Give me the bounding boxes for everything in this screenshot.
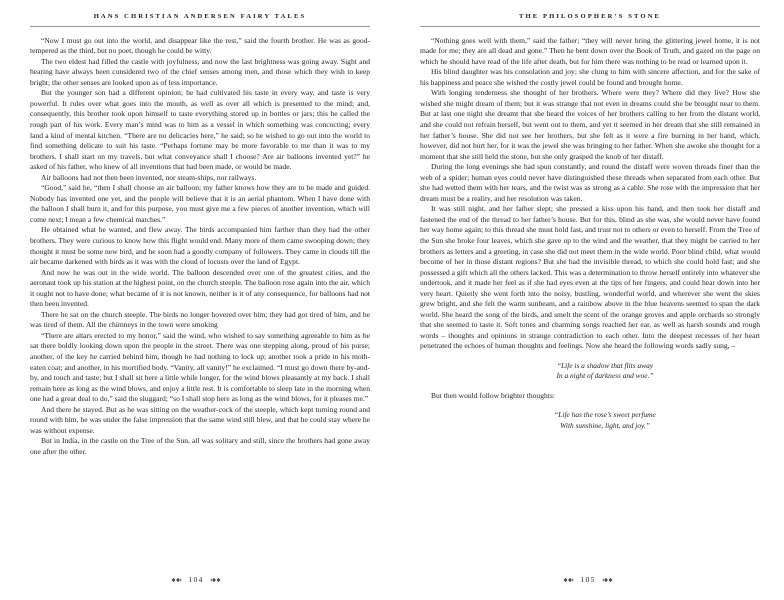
folio-left [0,575,392,584]
paragraph: With longing tenderness she thought of her brothers. Where were they? Where did they live? How she wished she might dream of them; but it was strange that not even in dreams could she be brought near to them. But at last one night she dreamt that she heard the voices of her brothers calling to her from the distant world, and she could not refrain herself, but went out to them, and yet it seemed in her dream that she still remained in her father’s house. She did not see her brothers, but she felt as it were a fire burning in her hand, which, however, did not hurt her, for it was the jewel she was bringing to her father. When she awoke she thought for a moment that she still held the stone, but she only grasped the knob of her distaff. [420,88,760,161]
page-number: 105 [580,575,596,584]
running-head-right: THE PHILOSOPHER’S STONE [519,13,661,20]
verse-block-one [420,361,760,382]
verse-line: “Life is a shadow that flits away [556,361,654,370]
body-text-left [30,36,370,458]
running-head-left: HANS CHRISTIAN ANDERSEN FAIRY TALES [93,13,307,20]
ornament-left-icon [171,577,182,583]
body-text-right [420,36,760,432]
lead-line: But then would follow brighter thoughts: [431,390,555,400]
paragraph: His blind daughter was his consolation and joy; she clung to him with sincere affection, and for the sake of his happiness and peace she wished the costly jewel could be found and brought home. [420,67,760,87]
paragraph: “Now I must go out into the world, and disappear like the rest,” said the fourth brother. He was as good-tempered as the third, but no poet, though he could be witty. [30,35,370,56]
folio-right [392,575,784,584]
page-right [392,0,784,600]
paragraph: He obtained what he wanted, and flew away. The birds accompanied him farther than they had the other brothers. They were curious to know how this flight would end. Many more of them came swooping down; they thought it must be some new bird, and he soon had a goodly company of followers. They came in clouds till the air became darkened with birds as it was with the cloud of locusts over the land of Egypt. [30,225,370,267]
header-rule-right [420,26,760,27]
paragraph: There he sat on the church steeple. The birds no longer hovered over him; they had got tired of him, and he was tired of them. All the chimneys in the town were smoking [30,309,370,330]
verse-line: In a night of darkness and woe.” [556,371,654,381]
ornament-right-icon [602,577,613,583]
page-number: 104 [188,575,204,584]
ornament-left-icon [563,577,574,583]
header-rule-left [30,26,370,27]
paragraph: But the younger son had a different opinion; he had cultivated his taste in every way, and taste is very powerful. It rules over what goes into the mouth, as well as over all which is presented to the mind; and, consequently, this brother took upon himself to taste everything stored up in bottles or jars; this he called the rough part of his work. Every man’s mind was to him as a vessel in which something was concocting; every land a kind of mental kitchen. “There are no delicacies here,” he said; so he wished to go out into the world to find something delicate to suit his taste. “Perhaps fortune may be more favorable to me than it was to my brothers. I shall start on my travels, but what conveyance shall I choose? Are air balloons invented yet?” he asked of his father, who knew of all inventions that had been made, or would be made. [30,88,370,172]
paragraph: “Nothing goes well with them,” said the father; “they will never bring the glittering jewel home, it is not made for me; they are all dead and gone.” Then he bent down over the Book of Truth, and gazed on the page on which he should have read of the life after death, but for him there was nothing to be read or learned upon it. [420,35,760,66]
paragraph: “Good,” said he, “then I shall choose an air balloon; my father knows how they are to be made and guided. Nobody has invented one yet, and the people will believe that it is an aerial phantom. When I have done with the balloon I shall burn it, and for this purpose, you must give me a few pieces of another invention, which will come next; I mean a few chemical matches.” [30,183,370,224]
verse-block-two [420,410,760,431]
paragraph: “There are altars erected to my honor,” said the wind, who wished to say something agreeable to him as he sat there boldly looking down upon the people in the street. There was one stepping along, proud of his purse; another, of the key he carried behind him, though he had nothing to lock up; another took a pride in his moth-eaten coat; and another, in his mortified body. “Vanity, all vanity!” he exclaimed. “I must go down there by-and-by, and touch and taste; but I shall sit here a little while longer, for the wind blows pleasantly at my back. I shall remain here as long as the wind blows, and enjoy a little rest. It is comfortable to sleep late in the morning when one had a great deal to do,” said the sluggard; “so I shall stop here as long as the wind blows, for it pleases me.” [30,330,370,404]
paragraph: The two eldest had filled the castle with joyfulness, and now the last brightness was going away. Sight and hearing have always been considered two of the chief senses among men, and those which they wish to keep bright; the other senses are looked upon as of less importance. [30,56,370,87]
paragraph: During the long evenings she had spun constantly, and round the distaff were woven threads finer than the web of a spider; human eyes could never have distinguished these threads when separated from each other. But she had wetted them with her tears, and the twist was as strong as a cable. She rose with the impression that her dream must be a reality, and her resolution was taken. [420,162,760,203]
paragraph: And there he stayed. But as he was sitting on the weather-cock of the steeple, which kept turning round and round with him, he was under the false impression that the same wind still blew, and that he could stay where he was without expense. [30,404,370,435]
verse-line: “Life has the rose’s sweet perfume [554,410,656,420]
paragraph: It was still night, and her father slept; she pressed a kiss upon his hand, and then took her distaff and fastened the end of the thread to her father’s house. But for this, blind as she was, she would never have found her way home again; to this thread she must hold fast, and trust not to others or even to herself. From the Tree of the Sun she broke four leaves, which she gave up to the wind and the weather, that they might be carried to her brothers as letters and a greeting, in case she did not meet them in the wide world. Poor blind child, what would become of her in those distant regions? But she had the invisible thread, to which she could hold fast; and she possessed a gift which all the others lacked. This was a determination to throw herself entirely into whatever she undertook, and it made her feel as if she had eyes even at the tips of her fingers, and could hear down into her very heart. Quietly she went forth into the noisy, bustling, wonderful world, and wherever she went the skies grew bright, and she felt the warm sunbeam, and a rainbow above in the blue heavens seemed to span the dark world. She heard the song of the birds, and smelt the scent of the orange groves and apple orchards so strongly that she seemed to taste it. Soft tones and charming songs reached her ear, as well as harsh sounds and rough words – thoughts and opinions in strange contradiction to each other. Into the deepest recesses of her heart penetrated the echoes of human thoughts and feelings. Now she heard the following words sadly sung, – [420,204,760,351]
paragraph: But in India, in the castle on the Tree of the Sun, all was solitary and still, since the brothers had gone away one after the other. [30,436,370,456]
ornament-right-icon [210,577,221,583]
verse-line: With sunshine, light, and joy.” [560,420,650,430]
paragraph: And now he was out in the wide world. The balloon descended over one of the greatest cities, and the aeronaut took up his station at the highest point, on the church steeple. The balloon rose again into the air, which it ought not to have done; what became of it is not known, neither is it of any consequence, for balloons had not then been invented. [30,267,370,309]
verse-spacer [420,382,760,391]
paragraph: Air balloons had not then been invented, nor steam-ships, nor railways. [41,172,257,182]
